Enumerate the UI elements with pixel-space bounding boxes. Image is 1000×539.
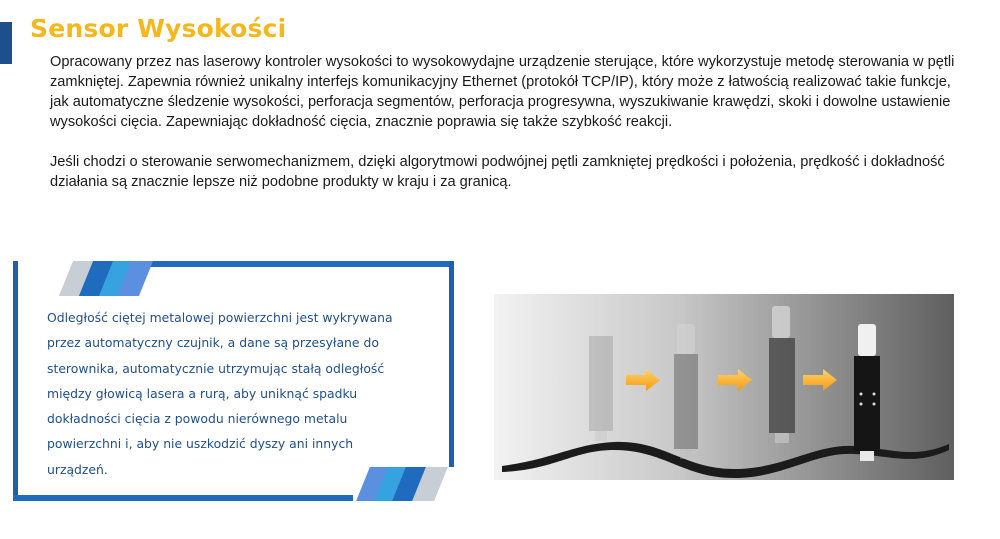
- frame-border-right: [449, 261, 454, 467]
- callout-text: [47, 305, 427, 482]
- paragraph-1: Opracowany przez nas laserowy kontroler wysokości to wysokowydajne urządzenie sterujące, które wykorzystuje metodę sterowania w pętli zamkniętej. Zapewnia również unikalny interfejs komunikacyjny Ethernet (protokół TCP/IP), który może z łatwością realizować takie funkcje, jak automatyczne śledzenie wysokości, perforacja segmentów, perforacja progresywna, wyszukiwanie krawędzi, skoki i dowolne ustawienie wysokości cięcia. Zapewniając dokładność cięcia, znacznie poprawia się także szybkość reakcji.: [50, 54, 955, 130]
- laser-head-3: [769, 306, 795, 443]
- callout-line: Odległość ciętej metalowej powierzchni jest wykrywana: [47, 310, 393, 325]
- title-side-accent: [0, 22, 12, 64]
- callout-line: między głowicą lasera a rurą, aby uniknąć spadku: [47, 385, 358, 401]
- callout-line: powierzchni i, aby nie uszkodzić dyszy ani innych: [47, 436, 354, 452]
- paragraph-2: Jeśli chodzi o sterowanie serwomechanizmem, dzięki algorytmowi podwójnej pętli zamkniętej prędkości i położenia, prędkość i dokładność działania są znacznie lepsze niż podobne produkty w kraju i za granicą.: [50, 154, 945, 190]
- description-body: [50, 52, 955, 192]
- callout-line: sterownika, automatycznie utrzymując stałą odległość: [47, 360, 385, 376]
- laser-head-1: [589, 306, 613, 441]
- frame-border-top: [118, 261, 454, 267]
- page-title: Sensor Wysokości: [30, 14, 287, 43]
- arrow-right-icon: [718, 369, 752, 391]
- laser-head-2: [674, 324, 698, 459]
- frame-border-left: [13, 261, 18, 501]
- laser-head-4: [854, 324, 880, 461]
- callout-line: przez automatyczny czujnik, a dane są przesyłane do: [47, 335, 379, 351]
- arrow-right-icon: [626, 369, 660, 391]
- callout-line: dokładności cięcia z powodu nierównego metalu: [47, 411, 348, 427]
- laser-head-sequence-graphic: [494, 294, 954, 480]
- decorative-stripes-top-left: [56, 261, 136, 296]
- height-sensor-illustration: [494, 294, 954, 480]
- arrow-right-icon: [803, 369, 837, 391]
- frame-border-bottom: [13, 495, 353, 501]
- callout-line: urządzeń.: [47, 461, 108, 477]
